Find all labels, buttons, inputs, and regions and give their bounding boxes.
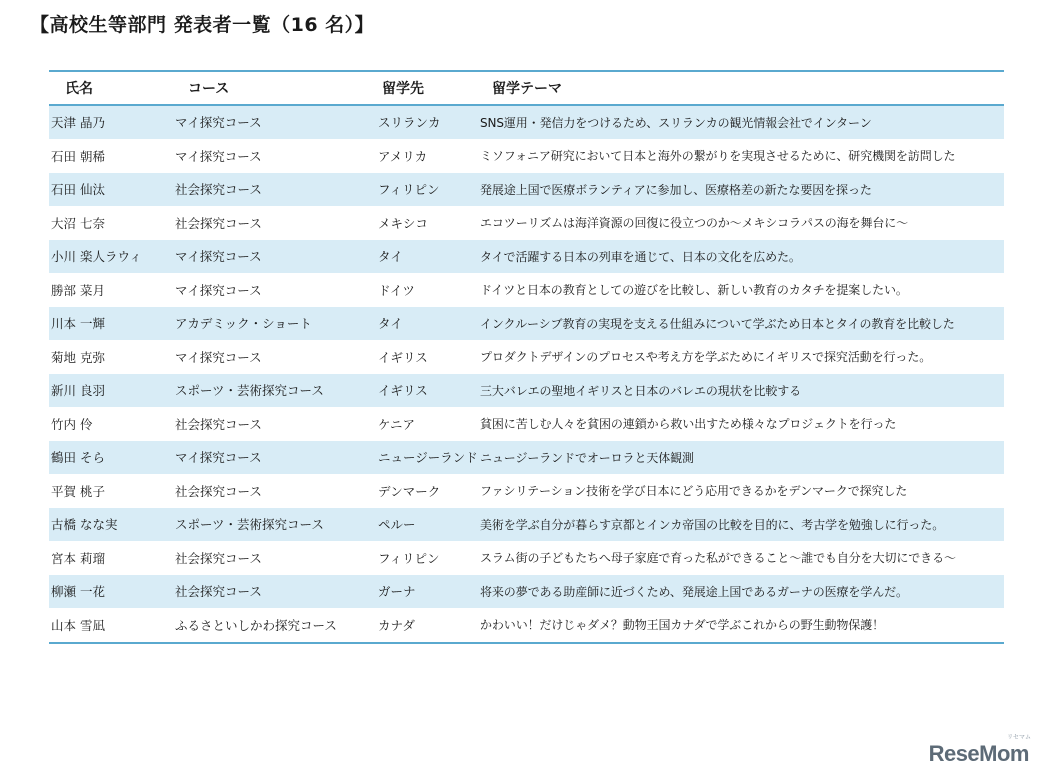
name-cell: 川本 一輝	[49, 307, 171, 341]
table-row	[49, 575, 1004, 609]
name-cell: 新川 良羽	[49, 374, 171, 408]
destination-cell: フィリピン	[374, 173, 478, 207]
destination-cell: フィリピン	[374, 541, 478, 575]
header-name: 氏名	[49, 72, 171, 105]
course-cell: 社会探究コース	[171, 541, 374, 575]
theme-cell: ファシリテーション技術を学び日本にどう応用できるかをデンマークで探究した	[478, 474, 1004, 508]
theme-cell: SNS運用・発信力をつけるため、スリランカの観光情報会社でインターン	[478, 105, 1004, 139]
name-cell: 勝部 菜月	[49, 273, 171, 307]
course-cell: ふるさといしかわ探究コース	[171, 608, 374, 642]
theme-cell: かわいい！だけじゃダメ？動物王国カナダで学ぶこれからの野生動物保護！	[478, 608, 1004, 642]
course-cell: マイ探究コース	[171, 273, 374, 307]
theme-cell: 三大バレエの聖地イギリスと日本のバレエの現状を比較する	[478, 374, 1004, 408]
table-row	[49, 240, 1004, 274]
destination-cell: ケニア	[374, 407, 478, 441]
destination-cell: メキシコ	[374, 206, 478, 240]
header-course: コース	[171, 72, 374, 105]
theme-cell: インクルーシブ教育の実現を支える仕組みについて学ぶため日本とタイの教育を比較した	[478, 307, 1004, 341]
logo-subtext: リセマム	[1007, 734, 1031, 741]
theme-cell: 発展途上国で医療ボランティアに参加し、医療格差の新たな要因を探った	[478, 173, 1004, 207]
destination-cell: アメリカ	[374, 139, 478, 173]
table-row	[49, 340, 1004, 374]
name-cell: 山本 雪凪	[49, 608, 171, 642]
table-row	[49, 474, 1004, 508]
table-row	[49, 139, 1004, 173]
destination-cell: イギリス	[374, 374, 478, 408]
name-cell: 菊地 克弥	[49, 340, 171, 374]
theme-cell: 将来の夢である助産師に近づくため、発展途上国であるガーナの医療を学んだ。	[478, 575, 1004, 609]
table-row	[49, 173, 1004, 207]
name-cell: 大沼 七奈	[49, 206, 171, 240]
course-cell: マイ探究コース	[171, 105, 374, 139]
destination-cell: スリランカ	[374, 105, 478, 139]
table-row	[49, 105, 1004, 139]
destination-cell: タイ	[374, 307, 478, 341]
theme-cell: 貧困に苦しむ人々を貧困の連鎖から救い出すため様々なプロジェクトを行った	[478, 407, 1004, 441]
table-row	[49, 206, 1004, 240]
table-row	[49, 541, 1004, 575]
destination-cell: イギリス	[374, 340, 478, 374]
theme-cell: ミソフォニア研究において日本と海外の繋がりを実現させるために、研究機関を訪問した	[478, 139, 1004, 173]
theme-cell: プロダクトデザインのプロセスや考え方を学ぶためにイギリスで探究活動を行った。	[478, 340, 1004, 374]
name-cell: 鶴田 そら	[49, 441, 171, 475]
destination-cell: カナダ	[374, 608, 478, 642]
course-cell: スポーツ・芸術探究コース	[171, 508, 374, 542]
destination-cell: ドイツ	[374, 273, 478, 307]
name-cell: 小川 楽人ラウィ	[49, 240, 171, 274]
destination-cell: デンマーク	[374, 474, 478, 508]
course-cell: 社会探究コース	[171, 474, 374, 508]
name-cell: 石田 朝稀	[49, 139, 171, 173]
table-row	[49, 508, 1004, 542]
header-theme: 留学テーマ	[478, 72, 1004, 105]
theme-cell: ニュージーランドでオーロラと天体観測	[478, 441, 1004, 475]
name-cell: 柳瀬 一花	[49, 575, 171, 609]
theme-cell: エコツーリズムは海洋資源の回復に役立つのか～メキシコラパスの海を舞台に～	[478, 206, 1004, 240]
table-row	[49, 307, 1004, 341]
header-destination: 留学先	[374, 72, 478, 105]
resemom-logo: ReseMom	[928, 741, 1029, 766]
destination-cell: ニュージーランド	[374, 441, 478, 475]
name-cell: 宮本 莉瑠	[49, 541, 171, 575]
table-row	[49, 273, 1004, 307]
name-cell: 石田 仙汰	[49, 173, 171, 207]
theme-cell: ドイツと日本の教育としての遊びを比較し、新しい教育のカタチを提案したい。	[478, 273, 1004, 307]
destination-cell: ペルー	[374, 508, 478, 542]
table-row	[49, 407, 1004, 441]
destination-cell: ガーナ	[374, 575, 478, 609]
theme-cell: 美術を学ぶ自分が暮らす京都とインカ帝国の比較を目的に、考古学を勉強しに行った。	[478, 508, 1004, 542]
course-cell: マイ探究コース	[171, 139, 374, 173]
name-cell: 竹内 伶	[49, 407, 171, 441]
table-row	[49, 374, 1004, 408]
page-title: 【高校生等部門 発表者一覧（16 名）】	[30, 14, 375, 36]
course-cell: マイ探究コース	[171, 340, 374, 374]
destination-cell: タイ	[374, 240, 478, 274]
table-row	[49, 441, 1004, 475]
course-cell: マイ探究コース	[171, 441, 374, 475]
name-cell: 平賀 桃子	[49, 474, 171, 508]
presenter-table	[49, 70, 1004, 644]
table-header-row	[49, 72, 1004, 105]
course-cell: 社会探究コース	[171, 407, 374, 441]
course-cell: マイ探究コース	[171, 240, 374, 274]
table-row	[49, 608, 1004, 642]
name-cell: 古橋 なな実	[49, 508, 171, 542]
course-cell: 社会探究コース	[171, 206, 374, 240]
theme-cell: タイで活躍する日本の列車を通じて、日本の文化を広めた。	[478, 240, 1004, 274]
course-cell: スポーツ・芸術探究コース	[171, 374, 374, 408]
course-cell: 社会探究コース	[171, 575, 374, 609]
course-cell: 社会探究コース	[171, 173, 374, 207]
name-cell: 天津 晶乃	[49, 105, 171, 139]
course-cell: アカデミック・ショート	[171, 307, 374, 341]
theme-cell: スラム街の子どもたちへ母子家庭で育った私ができること～誰でも自分を大切にできる～	[478, 541, 1004, 575]
